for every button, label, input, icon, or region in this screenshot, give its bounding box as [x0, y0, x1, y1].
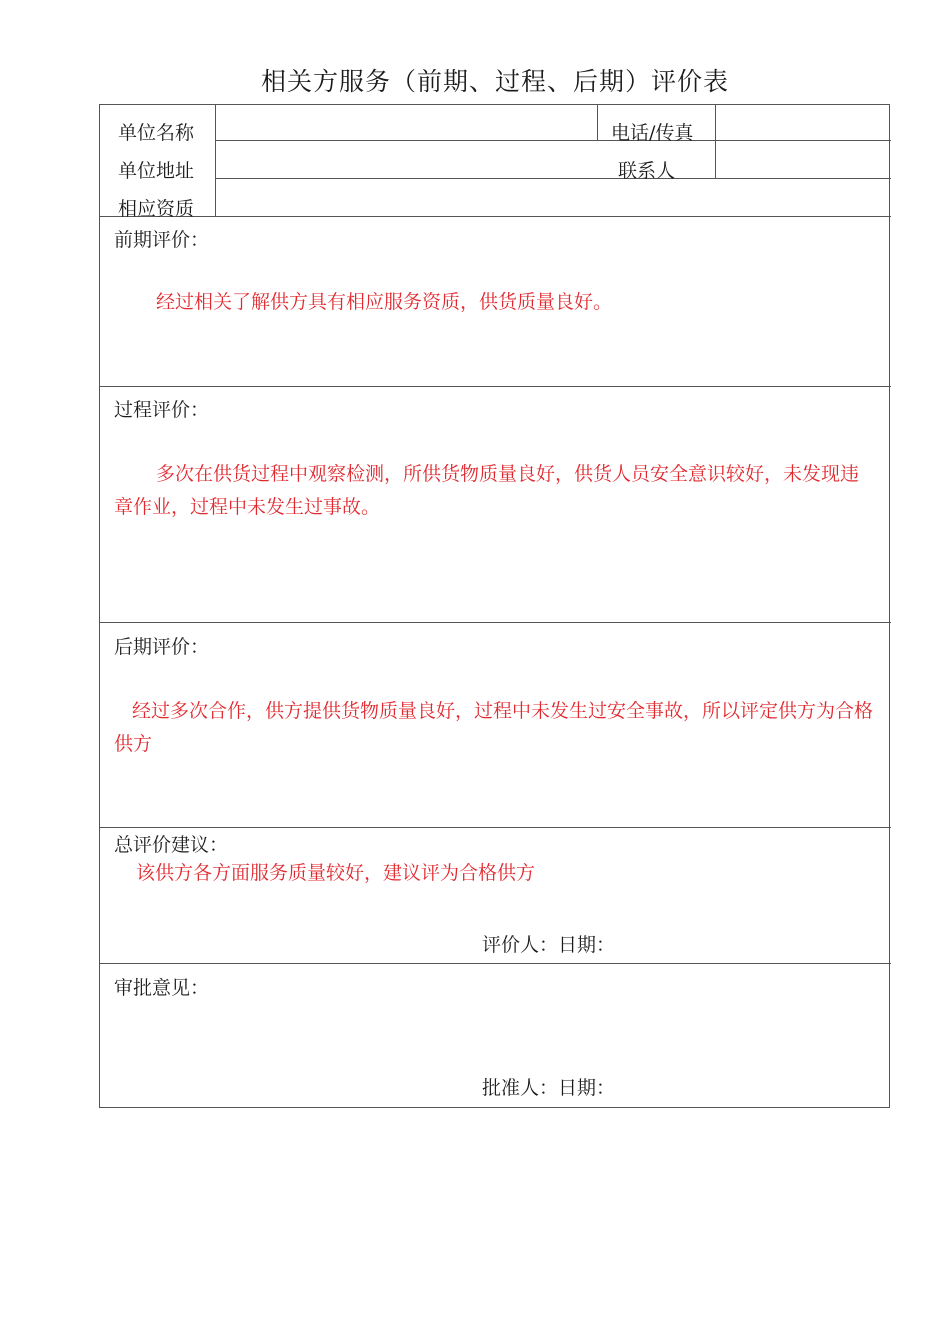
overall-suggestion-label: 总评价建议：: [114, 834, 229, 856]
column-divider: [715, 105, 716, 178]
row-divider: [215, 140, 891, 141]
phone-fax-label: 电话/传真: [611, 122, 694, 144]
approval-opinion-label: 审批意见：: [114, 977, 210, 999]
unit-address-field[interactable]: [225, 156, 585, 178]
unit-address-label: 单位地址: [118, 160, 195, 182]
process-evaluation-text: 多次在供货过程中观察检测，所供货物质量良好，供货人员安全意识较好，未发现违章作业，过程中未发生过事故。: [114, 463, 860, 518]
qualification-label: 相应资质: [118, 198, 195, 220]
row-divider: [100, 963, 891, 964]
early-evaluation-label: 前期评价：: [114, 229, 210, 251]
later-evaluation-label: 后期评价：: [114, 636, 210, 658]
contact-label: 联系人: [618, 160, 676, 182]
row-divider: [100, 827, 891, 828]
unit-name-label: 单位名称: [118, 122, 195, 144]
page-title: 相关方服务（前期、过程、后期）评价表: [260, 67, 729, 96]
row-divider: [215, 178, 891, 179]
later-evaluation-text: 经过多次合作，供方提供货物质量良好，过程中未发生过安全事故，所以评定供方为合格供方: [114, 700, 874, 755]
evaluator-date-line: 评价人：日期：: [482, 934, 616, 956]
overall-suggestion-text: 该供方各方面服务质量较好，建议评为合格供方: [136, 862, 536, 884]
row-divider: [100, 386, 891, 387]
process-evaluation-label: 过程评价：: [114, 399, 210, 421]
column-divider: [597, 105, 598, 140]
column-divider: [215, 105, 216, 216]
row-divider: [100, 622, 891, 623]
early-evaluation-text: 经过相关了解供方具有相应服务资质，供货质量良好。: [156, 291, 613, 313]
row-divider: [100, 216, 891, 217]
evaluation-form: [99, 104, 890, 1108]
approver-date-line: 批准人：日期：: [482, 1077, 616, 1099]
qualification-field[interactable]: [225, 194, 865, 216]
approval-opinion-text[interactable]: [114, 1005, 874, 1065]
phone-fax-field[interactable]: [725, 118, 875, 140]
contact-field[interactable]: [725, 156, 875, 178]
unit-name-field[interactable]: [225, 118, 585, 140]
